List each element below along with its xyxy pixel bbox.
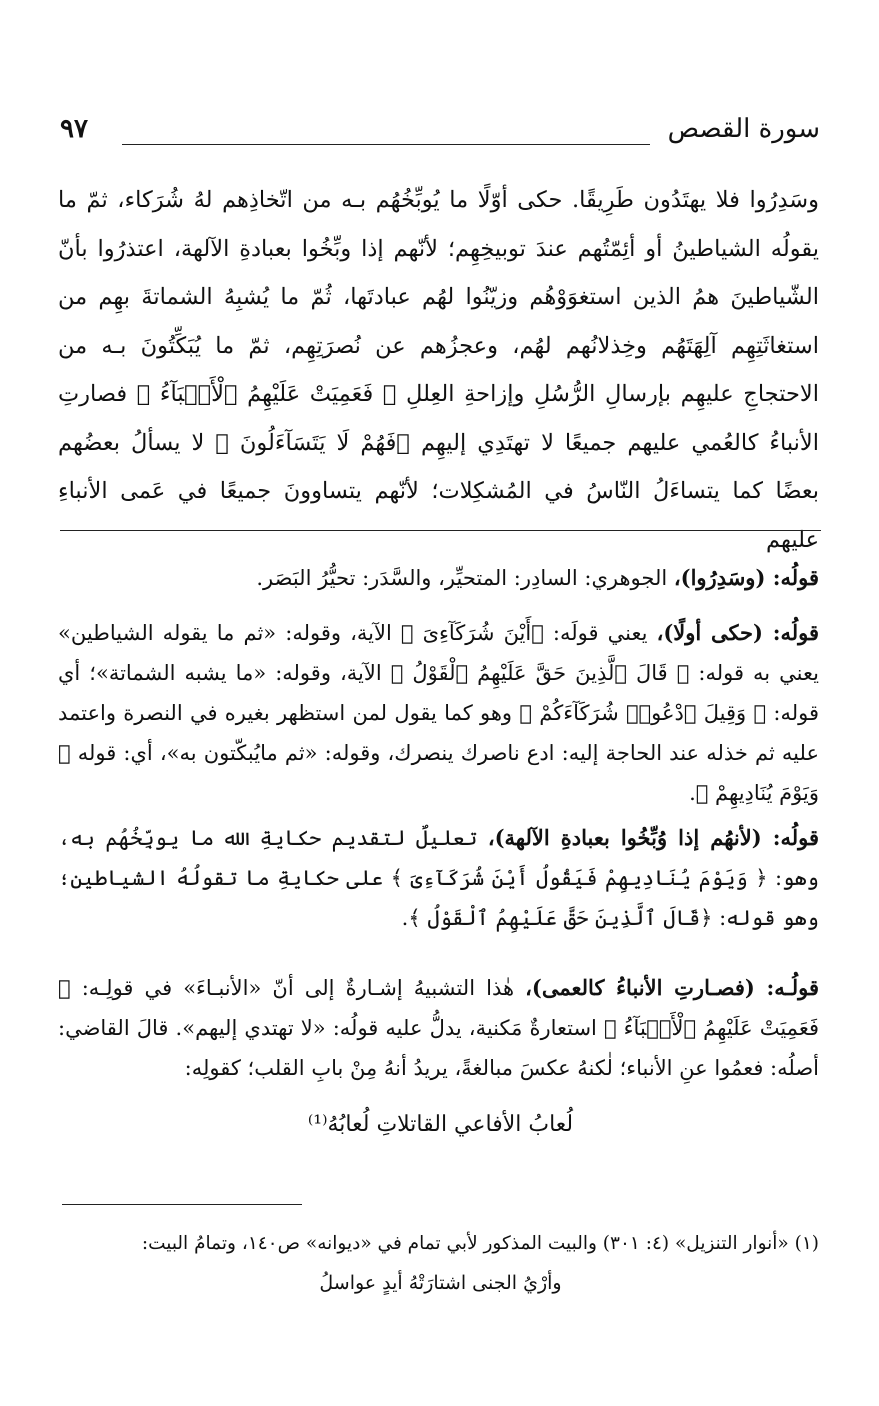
commentary-note	[58, 558, 819, 598]
commentary-note	[58, 818, 819, 938]
commentary-note	[58, 968, 819, 1088]
commentary-label: قولُـه: (فصـارتِ الأنباءُ كالعمى)،	[525, 975, 819, 1000]
page-header	[60, 112, 820, 158]
section-divider	[60, 530, 821, 531]
commentary-text: تعليلٌ لتقديم حكايةِ الله ما يوبِّخُهُم به، وهو: ﴿ وَيَوْمَ يُنَادِيهِمْ فَيَقُولُ أَيْنَ شُرَكَآءِىَ ﴾ على حكايةِ ما تقولُهُ الشياطين؛ وهو قوله: ﴿قَالَ ٱلَّذِينَ حَقَّ عَلَيْهِمُ ٱلْقَوْلُ ﴾.	[58, 826, 819, 930]
commentary-label: قولُه: (حكى أولًا)،	[656, 620, 820, 645]
commentary-note	[58, 613, 819, 813]
commentary-label: قولُه: (وسَدِرُوا)،	[673, 565, 819, 590]
main-text: وسَدِرُوا فلا يهتَدُون طَرِيقًا. حكى أوّلًا ما يُوبِّخُهُم بـه من اتّخاذِهم لهُ شُرَكاء، ثمّ ما يقولُه الشياطينُ أو أئِمّتُهم عندَ توبيخِهِم؛ لأنّهم إذا وبِّخُوا بعبادةِ الآلهة، اعتذرُوا بأنّ الشّياطينَ همُ الذين استغوَوْهُم وزيّنُوا لهُم عبادتَها، ثُمّ ما يُشبِهُ الشماتةَ بهِم من استغاثَتِهِم آلِهَتَهُم وخِذلانُهم لهُم، وعجزُهم عن نُصرَتِهِم، ثمّ ما يُبَكِّتُونَ بـه من الاحتجاجِ عليهِم بإرسالِ الرُّسُلِ وإزاحةِ العِللِ ﴿ فَعَمِيَتْ عَلَيْهِمُ ٱلْأَنۢبَآءُ ﴾ فصارتِ الأنباءُ كالعُمي عليهم جميعًا لا تهتَدِي إليهِم ﴿فَهُمْ لَا يَتَسَآءَلُونَ ﴾ لا يسألُ بعضُهم بعضًا كما يتساءَلُ النّاسُ في المُشكِلات؛ لأنّهم يتساوونَ جميعًا في عَمى الأنباءِ عليهم	[58, 187, 819, 553]
poetry-verse: لُعابُ الأفاعي القاتلاتِ لُعابُهُ⁽¹⁾	[307, 1112, 574, 1137]
header-rule	[122, 144, 650, 145]
footnote: (١) «أنوار التنزيل» (٤: ٣٠١) والبيت المذكور لأبي تمام في «ديوانه» ص١٤٠، وتمامُ البيت:	[141, 1233, 819, 1254]
commentary-text: الجوهري: السادِر: المتحيِّر، والسَّدَر: تحيُّرُ البَصَر.	[256, 566, 674, 590]
surah-title: سورة القصص	[667, 114, 820, 144]
commentary-text: هٰذا التشبيهُ إشـارةٌ إلى أنّ «الأنبـاءَ» في قولِـه: ﴿ فَعَمِيَتْ عَلَيْهِمُ ٱلْأَنۢبَآءُ ﴾ استعارةٌ مَكنية، يدلُّ عليه قولُه: «لا تهتدي إليهم». قالَ القاضي: أصلُه: فعمُوا عنِ الأنباء؛ لٰكنهُ عكسَ مبالغةً، يريدُ أنهُ مِنْ بابِ القلب؛ كقولِه:	[58, 976, 819, 1080]
page-number: ٩٧	[60, 114, 88, 144]
footnote-verse: وأرْيُ الجنى اشتارَتْهُ أيدٍ عواسلُ	[319, 1272, 562, 1294]
footnote-rule	[62, 1204, 302, 1205]
commentary-label: قولُه: (لأنهُم إذا وُبِّخُوا بعبادةِ الآلهة)،	[487, 825, 819, 850]
commentary-text: يعني قولَه: ﴿أَيْنَ شُرَكَآءِىَ ﴾ الآية، وقوله: «ثم ما يقوله الشياطين» يعني به قوله: ﴿ قَالَ ٱلَّذِينَ حَقَّ عَلَيْهِمُ ٱلْقَوْلُ ﴾ الآية، وقوله: «ما يشبه الشماتة»؛ أي قوله: ﴿ وَقِيلَ ٱدْعُوا۟ شُرَكَآءَكُمْ ﴾ وهو كما يقول لمن استظهر بغيره في النصرة واعتمد عليه ثم خذله عند الحاجة إليه: ادع ناصرك ينصرك، وقوله: «ثم مايُبكّتون به»، أي: قوله ﴿ وَيَوْمَ يُنَادِيهِمْ ﴾.	[58, 621, 819, 805]
